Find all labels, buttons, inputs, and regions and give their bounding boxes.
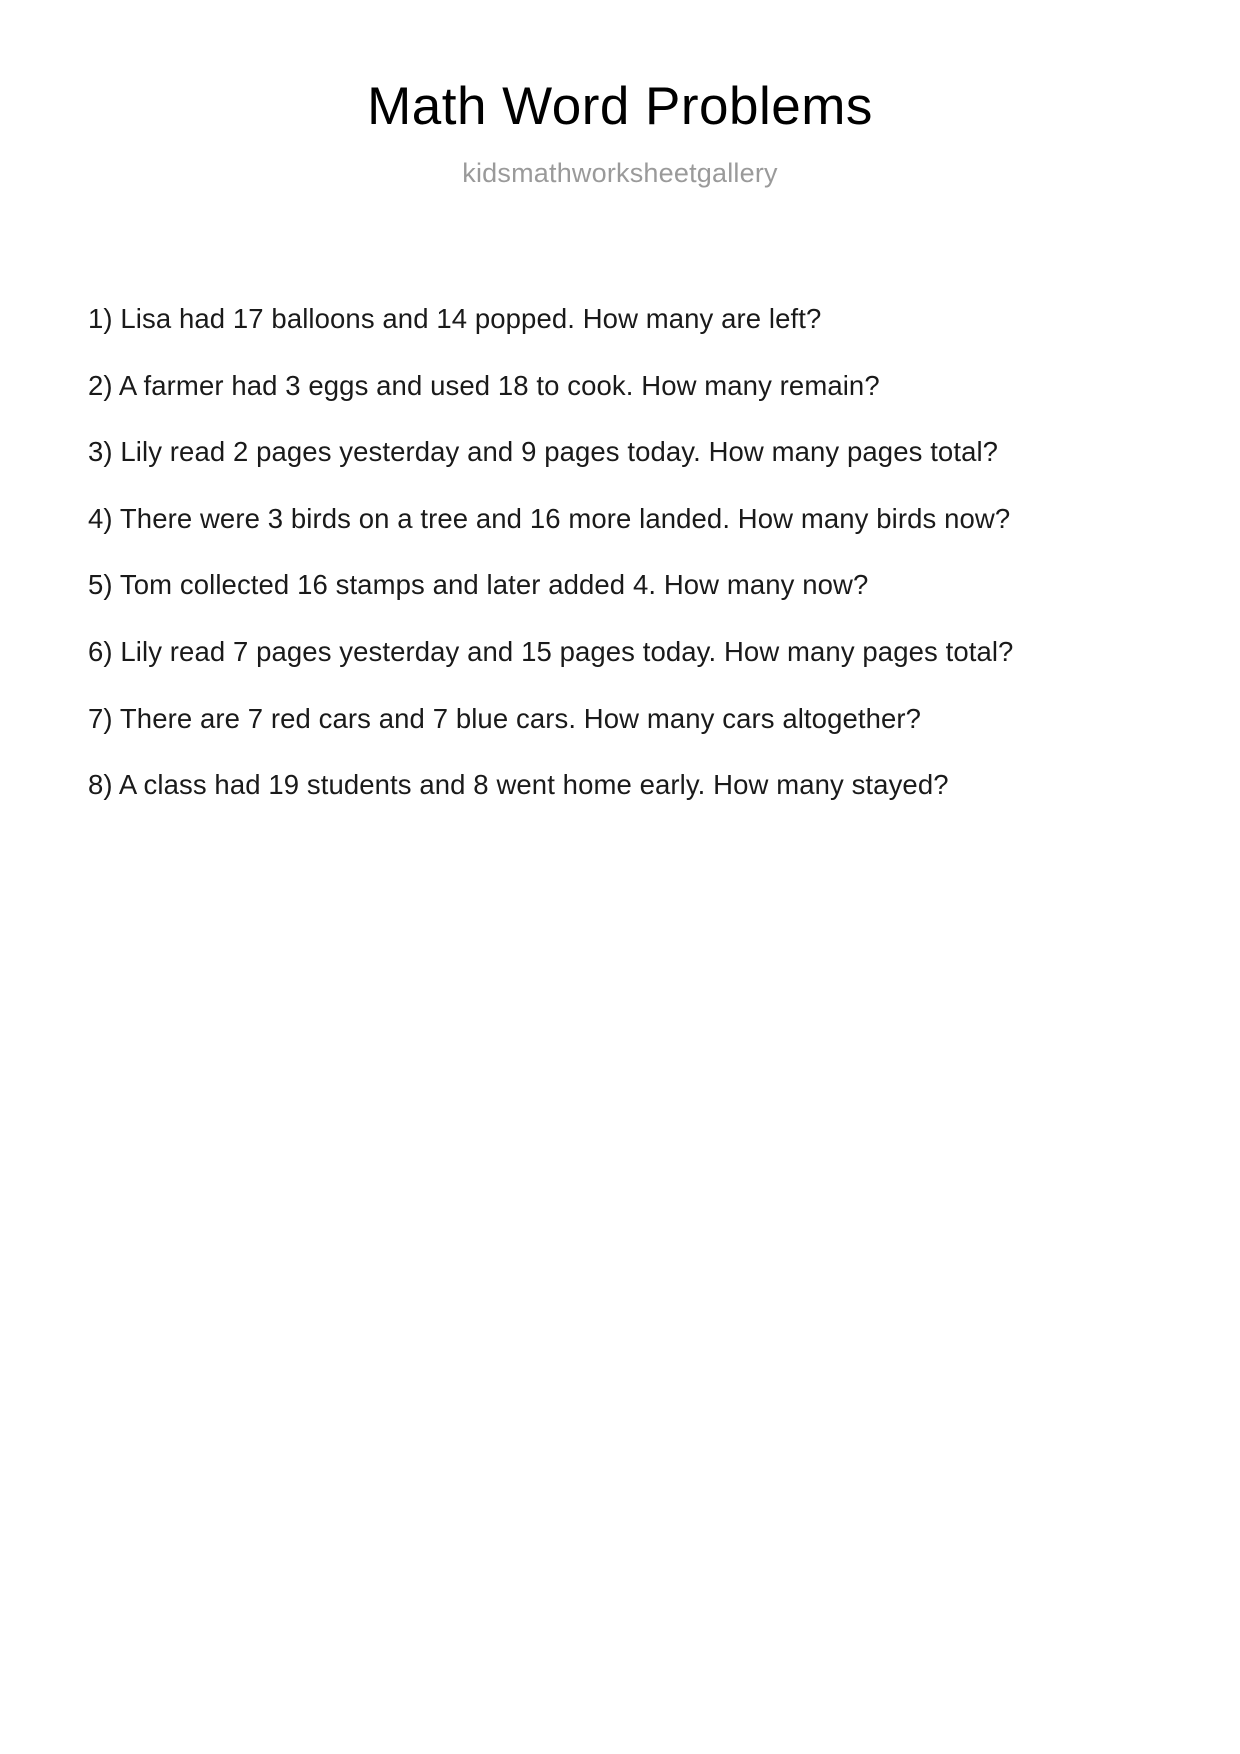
list-item: 5) Tom collected 16 stamps and later added 4. How many now?: [88, 569, 869, 601]
list-item: 1) Lisa had 17 balloons and 14 popped. How many are left?: [88, 303, 822, 335]
list-item: 7) There are 7 red cars and 7 blue cars. How many cars altogether?: [88, 702, 922, 734]
list-item: 2) A farmer had 3 eggs and used 18 to cook. How many remain?: [88, 369, 880, 401]
list-item: 6) Lily read 7 pages yesterday and 15 pages today. How many pages total?: [88, 636, 1014, 668]
list-item: 8) A class had 19 students and 8 went home early. How many stayed?: [88, 769, 949, 801]
list-item: 3) Lily read 2 pages yesterday and 9 pages today. How many pages total?: [88, 436, 999, 468]
problem-list: [0, 299, 1240, 804]
page-title: Math Word Problems: [367, 77, 873, 136]
page-subtitle: kidsmathworksheetgallery: [462, 158, 778, 189]
list-item: 4) There were 3 birds on a tree and 16 more landed. How many birds now?: [88, 502, 1011, 534]
worksheet-header: [0, 0, 1240, 189]
